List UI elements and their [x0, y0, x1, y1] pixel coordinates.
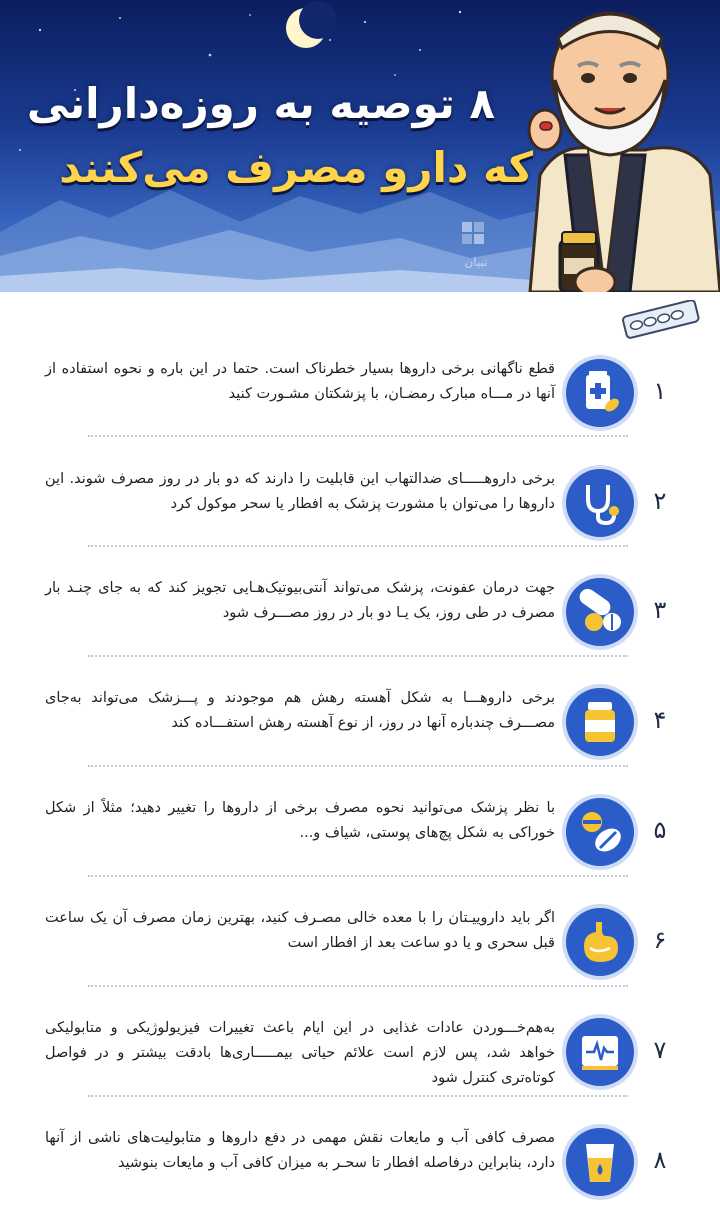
divider [88, 545, 628, 547]
title-line-1: ۸ توصیه به روزه‌دارانی [26, 79, 495, 128]
tip-text: به‌هم‌خـــوردن عادات غذایی در این ایام باعث تغییرات فیزیولوژیکی و متابولیکی خواهد شد، پس لازم است علائم حیاتی بیمـــــاری‌ها بادقت بیشتر و در فواصل کوتاه‌تری کنترل شود [45, 1020, 555, 1086]
tip-item-2 [0, 447, 720, 557]
tip-number: ۶ [653, 926, 667, 954]
tip-text: جهت درمان عفونت، پزشک می‌تواند آنتی‌بیوتیک‌هـایی تجویز کند که به جای چنـد بار مصرف در طی روز، یک یـا دو بار در روز مصـــرف شود [45, 580, 555, 621]
tip-icon-circle [566, 469, 634, 537]
title-line-2: که دارو مصرف می‌کنند [59, 143, 533, 192]
crescent-moon-icon [286, 1, 337, 48]
tip-icon-circle [566, 908, 634, 976]
tip-number: ۴ [653, 706, 667, 734]
tip-number: ۳ [653, 596, 667, 624]
tip-text: قطع ناگهانی برخی داروها بسیار خطرناک است. حتما در این باره و نحوه استفاده از آنها در مـــاه مبارک رمضـان، با پزشکتان مشـورت کنید [45, 361, 555, 402]
divider [88, 985, 628, 987]
tip-number: ۵ [653, 816, 667, 844]
tip-item-5 [0, 776, 720, 886]
pill-bottle-icon [566, 688, 634, 756]
tip-icon-circle [566, 1128, 634, 1196]
tip-text: برخی داروهـــا به شکل آهسته رهش هم موجودند و پـــزشک می‌تواند به‌جای مصـــرف چندباره آنها در روز، از نوع آهسته رهش استفـــاده کند [45, 690, 555, 731]
tip-number: ۸ [653, 1146, 667, 1174]
divider [88, 655, 628, 657]
tebyan-logo-icon [452, 218, 500, 252]
page-title [26, 72, 533, 200]
tip-item-8 [0, 1106, 720, 1216]
tip-text: اگر باید داروییـتان را با معده خالی مصـرف کنید، بهترین زمان مصرف آن یک ساعت قبل سحری و یا دو ساعت بعد از افطار است [45, 910, 555, 951]
tip-icon-circle [566, 359, 634, 427]
blister-pack-illustration [620, 300, 702, 340]
tip-item-7 [0, 996, 720, 1106]
old-man-illustration [470, 0, 720, 292]
tip-text: با نظر پزشک می‌توانید نحوه مصرف برخی از داروها را تغییر دهید؛ مثلاً از شکل خوراکی به شکل پچ‌های پوستی، شیاف و... [45, 800, 555, 841]
tip-icon-circle [566, 1018, 634, 1086]
tip-item-4 [0, 666, 720, 776]
tip-text: مصرف کافی آب و مایعات نقش مهمی در دفع داروها و متابولیت‌های ناشی از آنها دارد، بنابراین درفاصله افطار تا سحـر به میزان کافی آب و مایعات بنوشید [45, 1130, 555, 1171]
logo-watermark [452, 218, 500, 280]
watermark-text: تبیان [464, 255, 488, 269]
medicine-box-icon [566, 359, 634, 427]
tablets-icon [566, 798, 634, 866]
tip-text: برخی داروهـــــای ضدالتهاب این قابلیت را دارند که دو بار در روز مصرف شوند. این داروها را می‌توان با مشورت پزشک به افطار یا سحر موکول کرد [45, 471, 555, 512]
divider [88, 875, 628, 877]
divider [88, 765, 628, 767]
tip-icon-circle [566, 578, 634, 646]
tip-item-6 [0, 886, 720, 996]
stomach-icon [566, 908, 634, 976]
tip-icon-circle [566, 688, 634, 756]
header-banner [0, 0, 720, 292]
tip-number: ۲ [653, 487, 667, 515]
water-glass-icon [566, 1128, 634, 1196]
divider [88, 1095, 628, 1097]
tip-icon-circle [566, 798, 634, 866]
tip-number: ۱ [653, 377, 667, 405]
divider [88, 435, 628, 437]
heart-monitor-icon [566, 1018, 634, 1086]
tip-item-1 [0, 337, 720, 447]
stethoscope-icon [566, 469, 634, 537]
tip-number: ۷ [653, 1036, 667, 1064]
pills-icon [566, 578, 634, 646]
tip-item-3 [0, 556, 720, 666]
